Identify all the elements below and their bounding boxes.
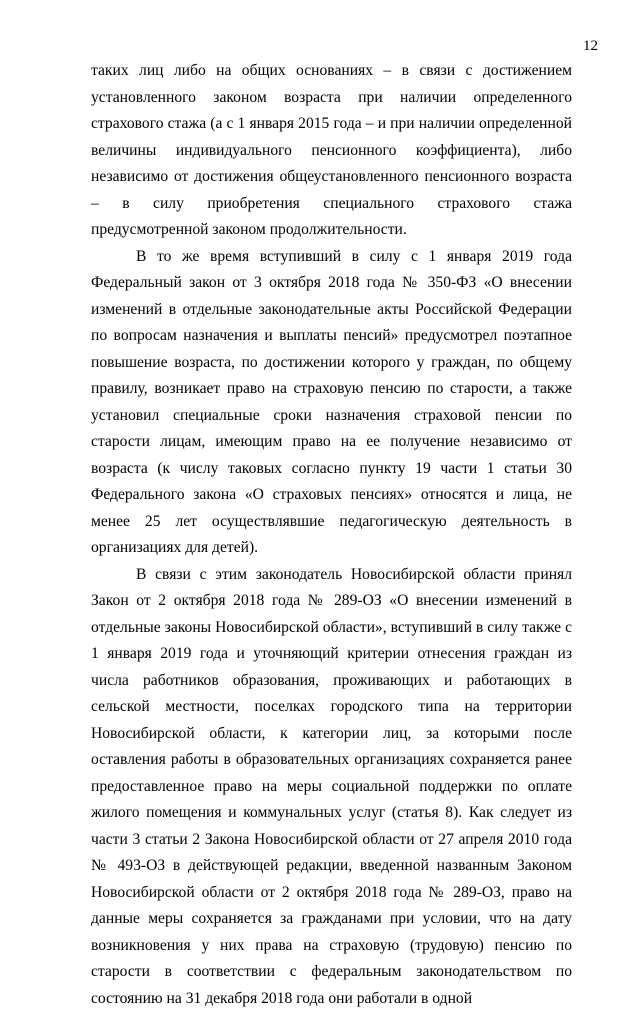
paragraph-continuation: таких лиц либо на общих основаниях – в связи с достижением установленного законом возраста при наличии определенного страхового стажа (а с 1 января 2015 года – и при наличии определенной величины индивидуального пенсионного коэффициента), либо независимо от достижения общеустановленного пенсионного возраста – в силу приобретения специального страхового стажа предусмотренной законом продолжительности.: [91, 58, 572, 244]
page-number: 12: [583, 36, 598, 56]
document-body: [91, 58, 572, 1012]
paragraph-regional-law: В связи с этим законодатель Новосибирской области принял Закон от 2 октября 2018 года № 289-ОЗ «О внесении изменений в отдельные законы Новосибирской области», вступивший в силу также с 1 января 2019 года и уточняющий критерии отнесения граждан из числа работников образования, проживающих и работающих в сельской местности, поселках городского типа на территории Новосибирской области, к категории лиц, за которыми после оставления работы в образовательных организациях сохраняется ранее предоставленное право на меры социальной поддержки по оплате жилого помещения и коммунальных услуг (статья 8). Как следует из части 3 статьи 2 Закона Новосибирской области от 27 апреля 2010 года № 493-ОЗ в действующей редакции, введенной названным Законом Новосибирской области от 2 октября 2018 года № 289-ОЗ, право на данные меры сохраняется за гражданами при условии, что на дату возникновения у них права на страховую (трудовую) пенсию по старости в соответствии с федеральным законодательством по состоянию на 31 декабря 2018 года они работали в одной: [91, 562, 572, 1012]
paragraph-federal-law: В то же время вступивший в силу с 1 января 2019 года Федеральный закон от 3 октября 2018 года № 350-ФЗ «О внесении изменений в отдельные законодательные акты Российской Федерации по вопросам назначения и выплаты пенсий» предусмотрел поэтапное повышение возраста, по достижении которого у граждан, по общему правилу, возникает право на страховую пенсию по старости, а также установил специальные сроки назначения страховой пенсии по старости лицам, имеющим право на ее получение независимо от возраста (к числу таковых согласно пункту 19 части 1 статьи 30 Федерального закона «О страховых пенсиях» относятся и лица, не менее 25 лет осуществлявшие педагогическую деятельность в организациях для детей).: [91, 244, 572, 562]
